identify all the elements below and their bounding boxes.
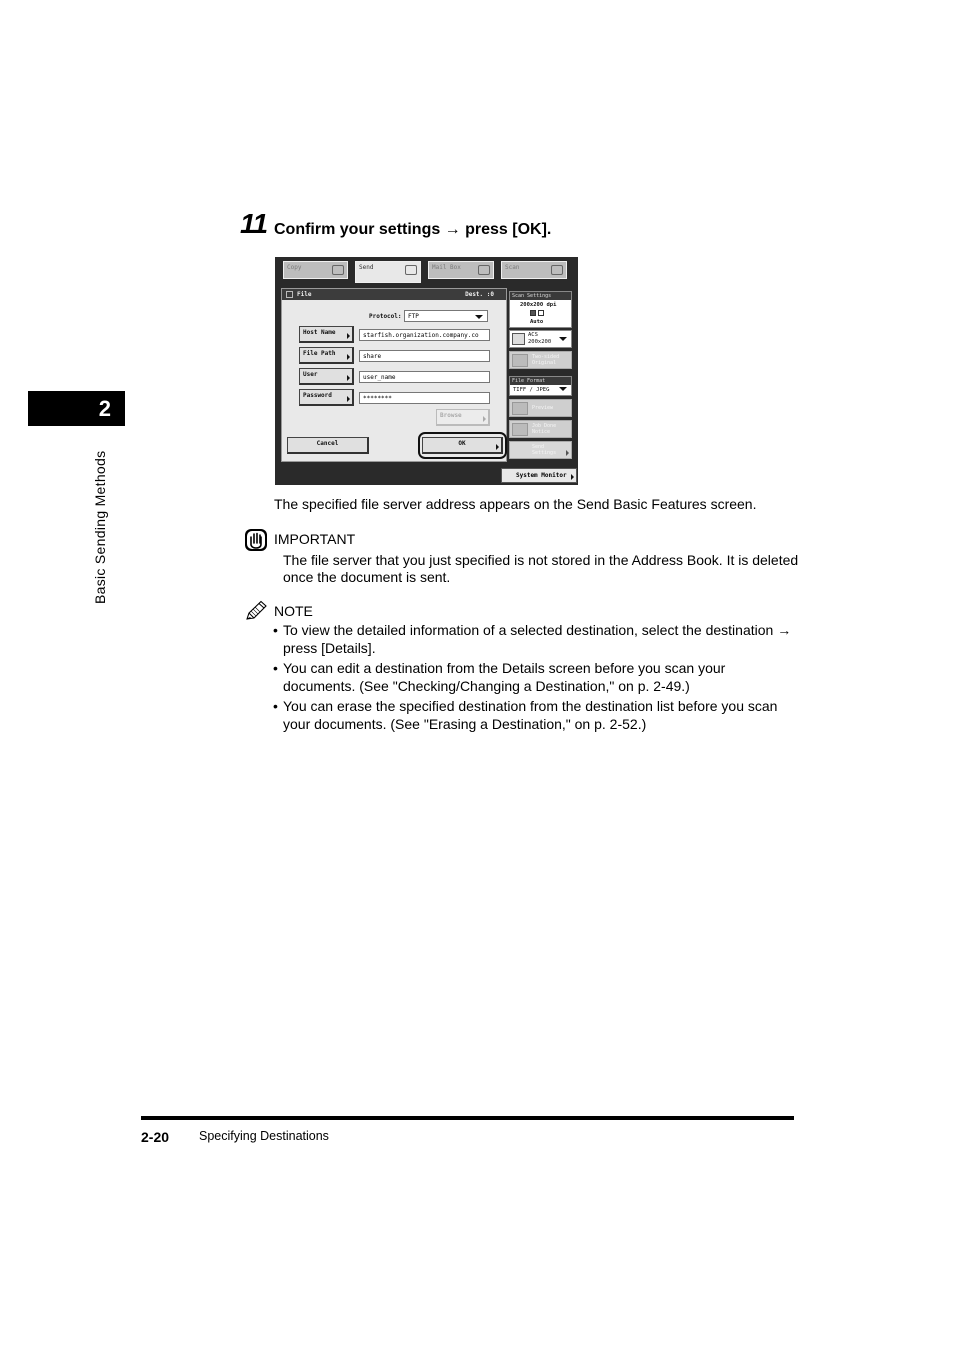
send-settings-button[interactable] — [509, 441, 572, 459]
preview-label: Preview — [532, 405, 554, 411]
two-sided-original-button[interactable] — [509, 351, 572, 369]
arrow-right-icon — [347, 333, 350, 339]
note-item-3-line1: You can erase the specified destination from the destination list before you scan — [283, 698, 778, 714]
resolution-value: 200x200 dpi — [520, 302, 557, 308]
chapter-title-vertical: Basic Sending Methods — [92, 450, 108, 604]
note-pencil-icon — [244, 600, 268, 622]
form-title-bar — [282, 289, 506, 300]
user-field[interactable]: user_name — [359, 371, 490, 383]
note-item-1-line1: To view the detailed information of a selected destination, select the destination → — [283, 622, 792, 638]
important-line1: The file server that you just specified is not stored in the Address Book. It is deleted — [283, 552, 799, 568]
device-screen-figure — [275, 257, 578, 485]
mode-value: Auto — [530, 319, 544, 325]
password-button[interactable] — [299, 389, 354, 406]
tab-scan[interactable] — [501, 261, 567, 279]
important-line2: once the document is sent. — [283, 569, 451, 585]
host-name-button[interactable] — [299, 326, 354, 343]
density-box[interactable] — [509, 330, 572, 348]
chevron-down-icon — [559, 337, 567, 341]
job-done-notice-button[interactable] — [509, 420, 572, 438]
note-item-3-line2: your documents. (See "Erasing a Destination," on p. 2-52.) — [283, 715, 647, 732]
system-monitor-label: System Monitor — [516, 472, 567, 479]
copy-icon — [332, 265, 344, 275]
density-line2: 200x200 — [528, 339, 552, 345]
file-destination-form — [281, 288, 507, 462]
chapter-number-tab: 2 — [28, 391, 125, 426]
important-heading: IMPORTANT — [274, 531, 356, 547]
chevron-down-icon — [559, 387, 567, 391]
job-done-line1: Job Done — [532, 423, 557, 429]
file-path-button[interactable] — [299, 347, 354, 364]
note-list — [270, 622, 800, 736]
destination-count: Dest. :0 — [465, 291, 494, 298]
tab-mail-box[interactable] — [428, 261, 494, 279]
two-sided-line2: Original — [532, 360, 557, 366]
arrow-right-icon — [483, 416, 486, 422]
arrow-right-icon — [566, 450, 569, 456]
arrow-right-icon — [347, 396, 350, 402]
password-field[interactable]: ******** — [359, 392, 490, 404]
arrow-right-icon — [571, 474, 574, 480]
density-icon — [512, 333, 525, 345]
file-format-value: TIFF / JPEG — [513, 387, 550, 393]
protocol-value: FTP — [408, 313, 419, 320]
tab-send-label: Send — [359, 264, 374, 271]
color-mode-icon — [530, 310, 536, 316]
send-icon — [405, 265, 417, 275]
chevron-down-icon — [475, 315, 483, 319]
form-title: File — [297, 291, 312, 298]
figure-caption: The specified file server address appears on the Send Basic Features screen. — [274, 496, 757, 512]
preview-button[interactable] — [509, 399, 572, 417]
job-done-line2: Notice — [532, 429, 551, 435]
send-settings-line2: Settings — [532, 450, 557, 456]
note-item-2-line2: documents. (See "Checking/Changing a Destination," on p. 2-49.) — [283, 677, 690, 694]
cancel-label: Cancel — [316, 440, 339, 447]
ok-label: OK — [458, 440, 466, 447]
density-line1: ACS — [528, 332, 538, 338]
note-item-1-line2: press [Details]. — [283, 639, 376, 656]
tab-send[interactable] — [355, 261, 421, 283]
file-format-header: File Format — [510, 377, 571, 385]
list-item — [270, 660, 800, 695]
mail-box-icon — [478, 265, 490, 275]
tab-copy[interactable] — [283, 261, 348, 279]
protocol-select[interactable] — [404, 310, 488, 322]
tab-copy-label: Copy — [287, 264, 302, 271]
resolution-box[interactable] — [509, 291, 572, 328]
user-button[interactable] — [299, 368, 354, 385]
step-number: 11 — [240, 208, 268, 239]
preview-icon — [512, 402, 528, 415]
host-name-field[interactable]: starfish.organization.company.co — [359, 329, 490, 341]
file-icon — [286, 291, 293, 298]
two-sided-line1: Two-sided — [532, 354, 560, 360]
tab-mail-box-label: Mail Box — [432, 264, 461, 271]
list-item — [270, 622, 800, 657]
footer-rule — [141, 1116, 794, 1120]
scan-icon — [551, 265, 563, 275]
browse-label: Browse — [440, 412, 462, 419]
browse-button[interactable] — [436, 409, 490, 426]
ok-button[interactable] — [422, 437, 503, 454]
scan-settings-header: Scan Settings — [510, 292, 571, 300]
important-hand-icon — [244, 528, 268, 552]
file-format-box[interactable] — [509, 376, 572, 396]
step-title: Confirm your settings → press [OK]. — [274, 221, 552, 238]
host-name-label: Host Name — [303, 329, 336, 336]
user-label: User — [303, 371, 318, 378]
file-path-field[interactable]: share — [359, 350, 490, 362]
tab-scan-label: Scan — [505, 264, 520, 271]
password-label: Password — [303, 392, 332, 399]
bw-mode-icon — [538, 310, 544, 316]
protocol-label: Protocol: — [369, 313, 402, 320]
list-item — [270, 698, 800, 733]
arrow-right-icon — [347, 375, 350, 381]
enter-icon — [496, 444, 499, 450]
job-done-icon — [512, 423, 528, 436]
arrow-right-icon — [347, 354, 350, 360]
cancel-button[interactable] — [287, 437, 369, 454]
send-settings-line1: Send — [532, 444, 545, 450]
note-item-2-line1: You can edit a destination from the Details screen before you scan your — [283, 660, 726, 676]
footer-section-name: Specifying Destinations — [199, 1129, 329, 1143]
page-number: 2-20 — [141, 1129, 170, 1145]
file-path-label: File Path — [303, 350, 336, 357]
two-sided-icon — [512, 354, 528, 367]
system-monitor-button[interactable] — [501, 468, 577, 483]
note-heading: NOTE — [274, 603, 313, 619]
